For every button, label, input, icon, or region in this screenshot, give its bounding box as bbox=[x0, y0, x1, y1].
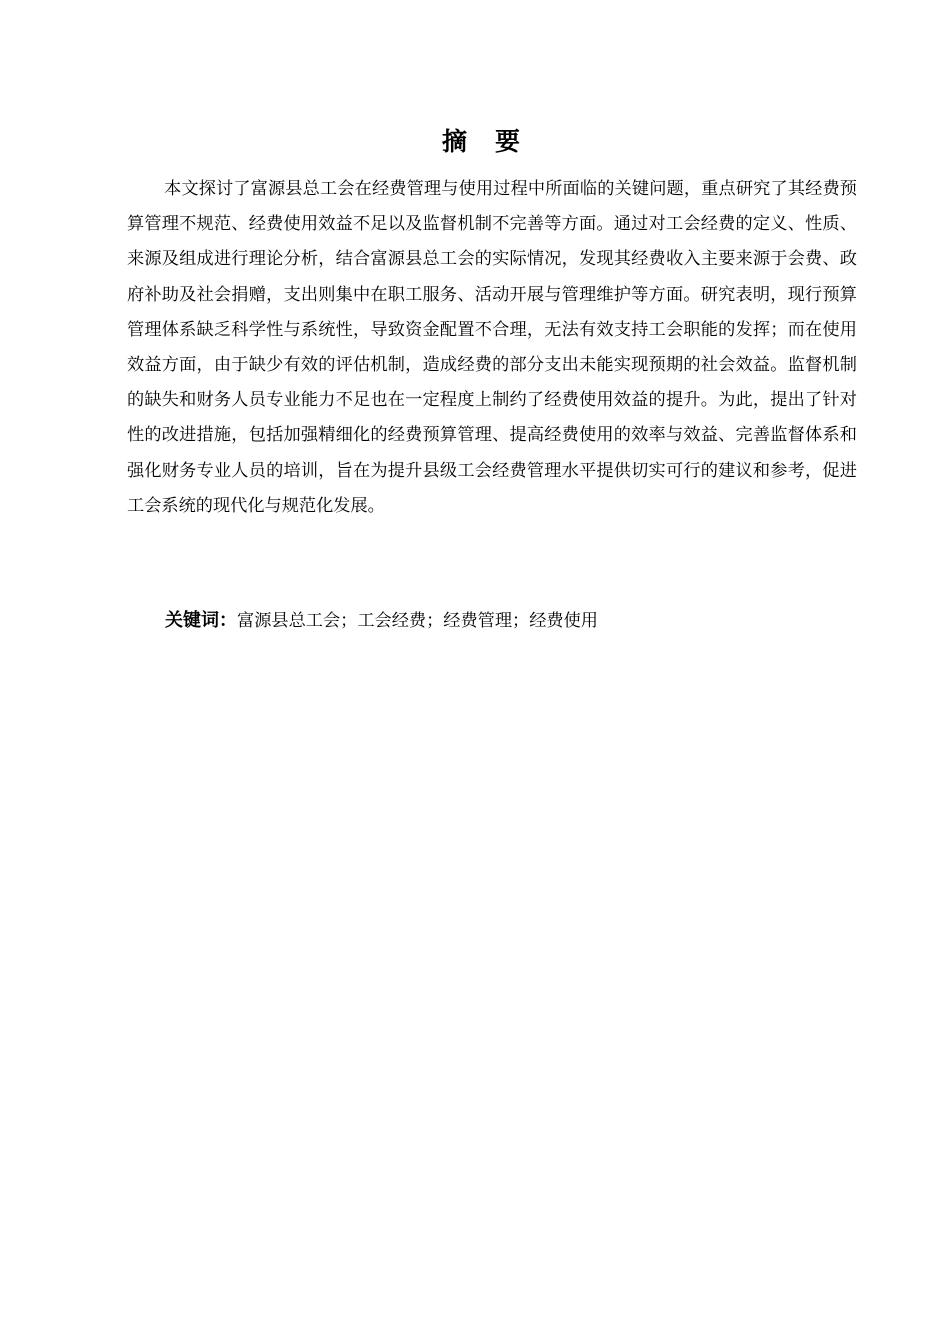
keywords-value: 富源县总工会；工会经费；经费管理；经费使用 bbox=[237, 611, 598, 631]
abstract-body: 本文探讨了富源县总工会在经费管理与使用过程中所面临的关键问题，重点研究了其经费预算管理不规范、经费使用效益不足以及监督机制不完善等方面。通过对工会经费的定义、性质、来源及组成进行理论分析，结合富源县总工会的实际情况，发现其经费收入主要来源于会费、政府补助及社会捐赠，支出则集中在职工服务、活动开展与管理维护等方面。研究表明，现行预算管理体系缺乏科学性与系统性，导致资金配置不合理，无法有效支持工会职能的发挥；而在使用效益方面，由于缺少有效的评估机制，造成经费的部分支出未能实现预期的社会效益。监督机制的缺失和财务人员专业能力不足也在一定程度上制约了经费使用效益的提升。为此，提出了针对性的改进措施，包括加强精细化的经费预算管理、提高经费使用的效率与效益、完善监督体系和强化财务专业人员的培训，旨在为提升县级工会经费管理水平提供切实可行的建议和参考，促进工会系统的现代化与规范化发展。 bbox=[127, 179, 857, 516]
keywords-label: 关键词： bbox=[165, 610, 237, 631]
abstract-title: 摘要 bbox=[441, 127, 548, 156]
keywords-line bbox=[165, 603, 865, 639]
